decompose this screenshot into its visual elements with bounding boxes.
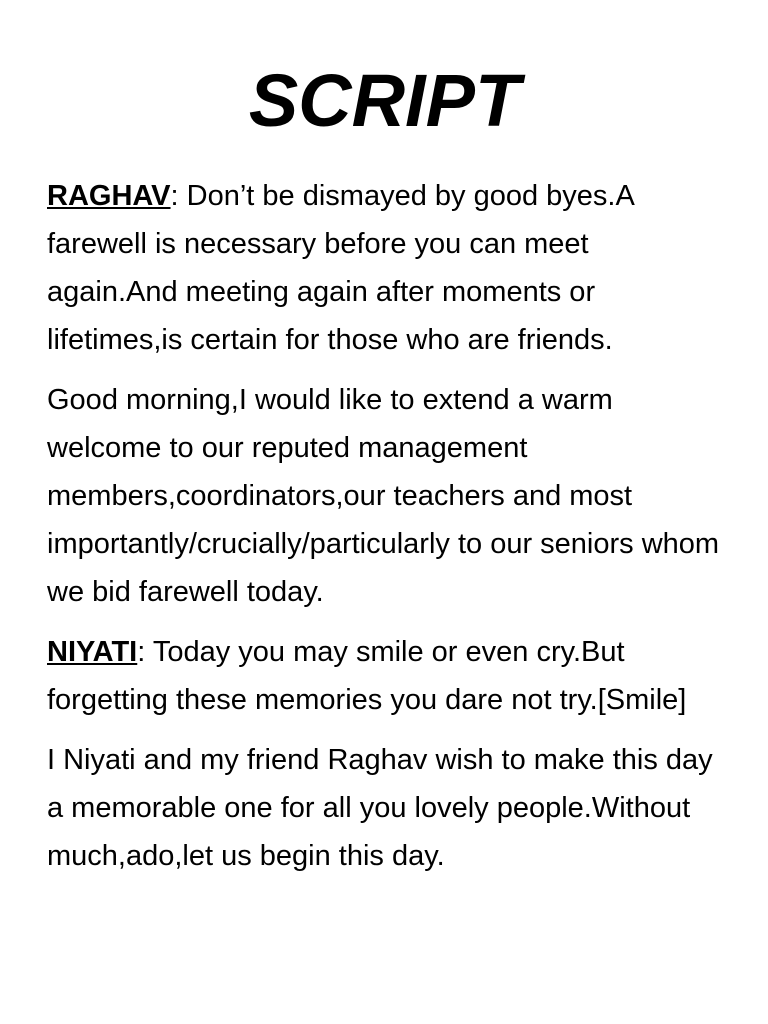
speaker-name: RAGHAV — [47, 180, 171, 212]
paragraph-raghav-intro — [47, 172, 722, 364]
paragraph-text: Good morning,I would like to extend a warm welcome to our reputed management members,coordinators,our teachers and most importantly/crucially/particularly to our seniors whom we bid farewell today. — [47, 384, 720, 608]
paragraph-niyati-intro — [47, 628, 722, 724]
document-title: SCRIPT — [248, 59, 521, 142]
speaker-separator: : — [170, 180, 179, 212]
speaker-separator: : — [137, 636, 146, 668]
paragraph-closing — [47, 736, 722, 880]
paragraph-text: Don’t be dismayed by good byes.A farewell is necessary before you can meet again.And meeting again after moments or lifetimes,is certain for those who are friends. — [47, 180, 634, 356]
paragraph-welcome — [47, 376, 722, 616]
paragraph-text: I Niyati and my friend Raghav wish to make this day a memorable one for all you lovely people.Without much,ado,let us begin this day. — [47, 744, 713, 872]
paragraph-text: Today you may smile or even cry.But forgetting these memories you dare not try.[Smile] — [47, 636, 687, 716]
speaker-name: NIYATI — [47, 636, 138, 668]
